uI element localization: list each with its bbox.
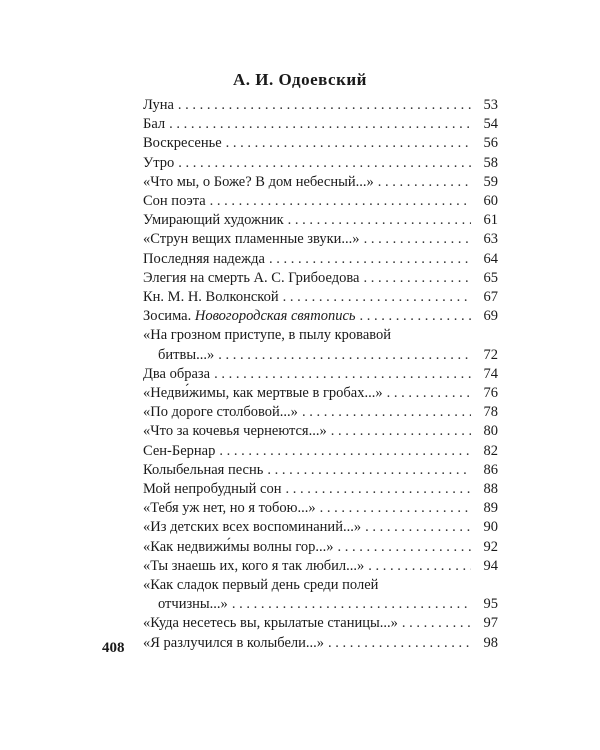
toc-entry-page: 65	[483, 269, 498, 286]
toc-entry-title: Мой непробудный сон	[143, 481, 282, 498]
toc-entry-title-italic: Новогородская святопись	[194, 308, 356, 325]
toc-entry-title: Колыбельная песнь	[143, 461, 264, 478]
toc-entry	[143, 230, 498, 249]
toc-entry	[143, 269, 498, 288]
dot-leader	[368, 557, 471, 576]
dot-leader	[219, 442, 471, 461]
dot-leader	[214, 365, 471, 384]
toc-entry	[143, 442, 498, 461]
toc-entry-title: «Из детских всех воспоминаний...»	[143, 519, 362, 536]
dot-leader	[363, 269, 471, 288]
toc-entry	[143, 576, 498, 614]
toc-entry	[143, 115, 498, 134]
toc-entry-page: 98	[483, 634, 498, 651]
toc-entry-title-continuation: отчизны...»	[158, 596, 228, 613]
toc-entry-page: 88	[483, 481, 498, 498]
section-heading: А. И. Одоевский	[233, 70, 367, 89]
toc-entry	[143, 538, 498, 557]
toc-entry-page: 94	[483, 557, 498, 574]
dot-leader	[286, 480, 472, 499]
toc-entry-title: Умирающий художник	[143, 212, 284, 229]
toc-entry	[143, 557, 498, 576]
dot-leader	[288, 211, 471, 230]
toc-entry-title: Сон поэта	[143, 193, 206, 210]
dot-leader	[283, 288, 471, 307]
dot-leader	[359, 307, 471, 326]
toc-entry-title: Элегия на смерть А. С. Грибоедова	[143, 269, 360, 286]
toc-entry	[143, 365, 498, 384]
toc-entry-title: «Как недвижи́мы волны гор...»	[143, 538, 334, 555]
dot-leader	[210, 192, 471, 211]
toc-entry	[143, 480, 498, 499]
toc-entry	[143, 173, 498, 192]
toc-entry-title: «Тебя уж нет, но я тобою...»	[143, 500, 316, 517]
dot-leader	[302, 403, 471, 422]
toc-entry	[143, 134, 498, 153]
dot-leader	[178, 154, 471, 173]
toc-entry-page: 74	[483, 365, 498, 382]
toc-entry-page: 54	[483, 116, 498, 133]
dot-leader	[226, 134, 471, 153]
toc-entry	[143, 307, 498, 326]
toc-entry-page: 92	[483, 538, 498, 555]
toc-entry	[143, 614, 498, 633]
dot-leader	[338, 538, 471, 557]
toc-entry-title: «Что за кочевья чернеются...»	[143, 423, 327, 440]
toc-entry-page: 59	[483, 173, 498, 190]
toc-entry-page: 80	[483, 423, 498, 440]
toc-entry	[143, 250, 498, 269]
toc-entry-page: 61	[483, 212, 498, 229]
toc-entry-title: Сен-Бернар	[143, 442, 216, 459]
toc-entry-page: 60	[483, 193, 498, 210]
toc-entry-page: 95	[483, 596, 498, 613]
toc-entry	[143, 634, 498, 653]
toc-entry	[143, 384, 498, 403]
toc-entry-title: Кн. М. Н. Волконской	[143, 289, 279, 306]
dot-leader	[320, 499, 471, 518]
toc-entry	[143, 518, 498, 537]
toc-entry-title: «Струн вещих пламенные звуки...»	[143, 231, 360, 248]
toc-entry-title: Последняя надежда	[143, 250, 265, 267]
toc-entry-page: 89	[483, 500, 498, 517]
page-number: 408	[102, 640, 125, 656]
toc-entry-title: «Я разлучился в колыбели...»	[143, 634, 325, 651]
toc-entry	[143, 288, 498, 307]
dot-leader	[267, 461, 471, 480]
toc-entry-page: 56	[483, 135, 498, 152]
dot-leader	[364, 230, 471, 249]
toc-entry-title: «Что мы, о Боже? В дом небесный...»	[143, 173, 374, 190]
dot-leader	[269, 250, 471, 269]
toc-entry-title: Утро	[143, 154, 175, 171]
toc-entry	[143, 154, 498, 173]
toc-entry-page: 64	[483, 250, 498, 267]
toc-entry-title: Воскресенье	[143, 135, 222, 152]
dot-leader	[365, 518, 471, 537]
table-of-contents	[143, 96, 498, 653]
toc-entry	[143, 403, 498, 422]
toc-entry-title-roman: Зосима.	[143, 308, 192, 325]
toc-entry-title: Луна	[143, 97, 174, 113]
toc-entry-page: 63	[483, 231, 498, 248]
toc-entry-page: 90	[483, 519, 498, 536]
toc-entry	[143, 211, 498, 230]
dot-leader	[328, 634, 471, 653]
dot-leader	[169, 115, 471, 134]
toc-entry-title: «Недви́жимы, как мертвые в гробах...»	[143, 385, 383, 402]
dot-leader	[331, 422, 471, 441]
toc-entry-title: «Ты знаешь их, кого я так любил...»	[143, 557, 365, 574]
toc-entry-page: 78	[483, 404, 498, 421]
toc-entry	[143, 422, 498, 441]
dot-leader	[387, 384, 471, 403]
toc-entry	[143, 192, 498, 211]
toc-entry-title: «Куда несетесь вы, крылатые станицы...»	[143, 615, 398, 632]
toc-entry	[143, 499, 498, 518]
toc-entry-title: «Как сладок первый день среди полей	[143, 577, 379, 594]
toc-entry-title: «По дороге столбовой...»	[143, 404, 298, 421]
toc-entry-page: 53	[483, 97, 498, 113]
toc-entry	[143, 326, 498, 364]
toc-entry-title-continuation: битвы...»	[158, 346, 215, 363]
toc-entry-page: 82	[483, 442, 498, 459]
dot-leader	[402, 614, 471, 633]
toc-entry-title: Бал	[143, 116, 166, 133]
dot-leader	[378, 173, 471, 192]
toc-entry-title	[143, 307, 355, 326]
toc-entry	[143, 96, 498, 115]
toc-entry-title: Два образа	[143, 365, 211, 382]
toc-entry-page: 86	[483, 461, 498, 478]
toc-entry-page: 76	[483, 385, 498, 402]
toc-entry-title: «На грозном приступе, в пылу кровавой	[143, 327, 392, 344]
toc-entry-page: 67	[483, 289, 498, 306]
toc-entry-page: 69	[483, 308, 498, 325]
toc-entry-page: 72	[483, 346, 498, 363]
toc-entry-page: 58	[483, 154, 498, 171]
dot-leader	[218, 346, 471, 365]
toc-entry-page: 97	[483, 615, 498, 632]
toc-entry	[143, 461, 498, 480]
dot-leader	[178, 96, 471, 115]
dot-leader	[232, 595, 471, 614]
